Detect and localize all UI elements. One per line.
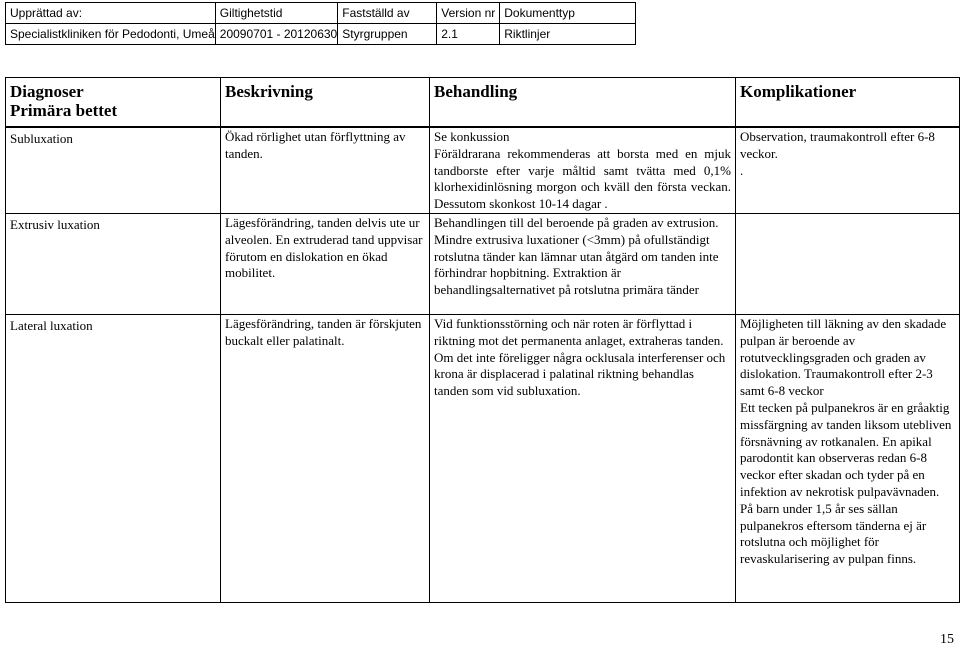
header-value-upprattad: Specialistkliniken för Pedodonti, Umeå (6, 24, 216, 45)
diagnosis-cell: Lateral luxation (6, 314, 221, 602)
diagnosis-cell: Extrusiv luxation (6, 213, 221, 314)
header-label-version: Version nr (437, 3, 500, 24)
treatment-paragraph: Behandlingen till del beroende på graden av extrusion. Mindre extrusiva luxationer (<3mm) på ofullständigt rotslutna tänder kan lämnar utan åtgärd om tanden inte förhindrar hopbitning. Extraktion är behandlingsalternativet på rotslutna primära tänder (434, 214, 719, 298)
treatment-paragraph: Föräldrarana rekommenderas att borsta med en mjuk tandborste efter varje måltid samt tvätta med 0,1% klorhexidinlösning morgon och kväll den första veckan. Dessutom skonkost 10-14 dagar . (434, 145, 731, 212)
header-value-dokumenttyp: Riktlinjer (500, 24, 636, 45)
complications-cell (736, 314, 960, 602)
col-header-primara-bettet: Primära bettet (10, 101, 118, 120)
table-header-row (6, 78, 960, 128)
page-number: 15 (940, 632, 954, 647)
treatment-cell (430, 127, 736, 213)
description-cell: Ökad rörlighet utan förflyttning av tanden. (221, 127, 430, 213)
table-row (6, 314, 960, 602)
col-header-komplikationer: Komplikationer (736, 78, 960, 128)
complications-paragraph: Observation, traumakontroll efter 6-8 veckor. (740, 129, 935, 161)
col-header-diagnoser (6, 78, 221, 128)
complications-paragraph: På barn under 1,5 år ses sällan pulpanekros eftersom tänderna ej är rotslutna och möjlighet för revaskularisering av pulpan finns. (740, 500, 927, 567)
header-label-faststalld: Fastställd av (338, 3, 437, 24)
complications-paragraph: . (740, 162, 744, 178)
diagnosis-cell: Subluxation (6, 127, 221, 213)
header-value-giltighetstid: 20090701 - 20120630 (215, 24, 337, 45)
treatment-cell (430, 213, 736, 314)
description-cell: Lägesförändring, tanden är förskjuten buckalt eller palatinalt. (221, 314, 430, 602)
complications-cell (736, 127, 960, 213)
col-header-diagnoser-title: Diagnoser (10, 82, 84, 101)
header-value-row (6, 24, 636, 45)
table-row (6, 213, 960, 314)
treatment-paragraph: Vid funktionsstörning och när roten är förflyttad i riktning mot det permanenta anlaget, extraheras tanden. Om det inte föreligger några ocklusala interferenser och krona är displacerad i palatinal riktning behandlas tanden som vid subluxation. (434, 315, 726, 399)
treatment-paragraph: Se konkussion (434, 129, 510, 144)
header-label-giltighetstid: Giltighetstid (215, 3, 337, 24)
complications-paragraph: Ett tecken på pulpanekros är en gråaktig missfärgning av tanden liksom utebliven försnävning av rotkanalen. En apikal parodontit kan observeras redan 6-8 veckor efter skadan och tyder på en infektion av nekrotisk pulpavävnaden. (740, 399, 952, 499)
col-header-beskrivning: Beskrivning (221, 78, 430, 128)
header-label-row (6, 3, 636, 24)
document-header-table (5, 2, 636, 45)
trauma-table (5, 77, 960, 603)
col-header-behandling: Behandling (430, 78, 736, 128)
header-label-dokumenttyp: Dokumenttyp (500, 3, 636, 24)
header-value-faststalld: Styrgruppen (338, 24, 437, 45)
header-value-version: 2.1 (437, 24, 500, 45)
header-label-upprattad: Upprättad av: (6, 3, 216, 24)
treatment-cell (430, 314, 736, 602)
complications-cell (736, 213, 960, 314)
description-cell: Lägesförändring, tanden delvis ute ur alveolen. En extruderad tand uppvisar förutom en dislokation en ökad mobilitet. (221, 213, 430, 314)
complications-paragraph: Möjligheten till läkning av den skadade pulpan är beroende av rotutvecklingsgraden och graden av dislokation. Traumakontroll efter 2-3 samt 6-8 veckor (740, 315, 947, 399)
table-row (6, 127, 960, 213)
